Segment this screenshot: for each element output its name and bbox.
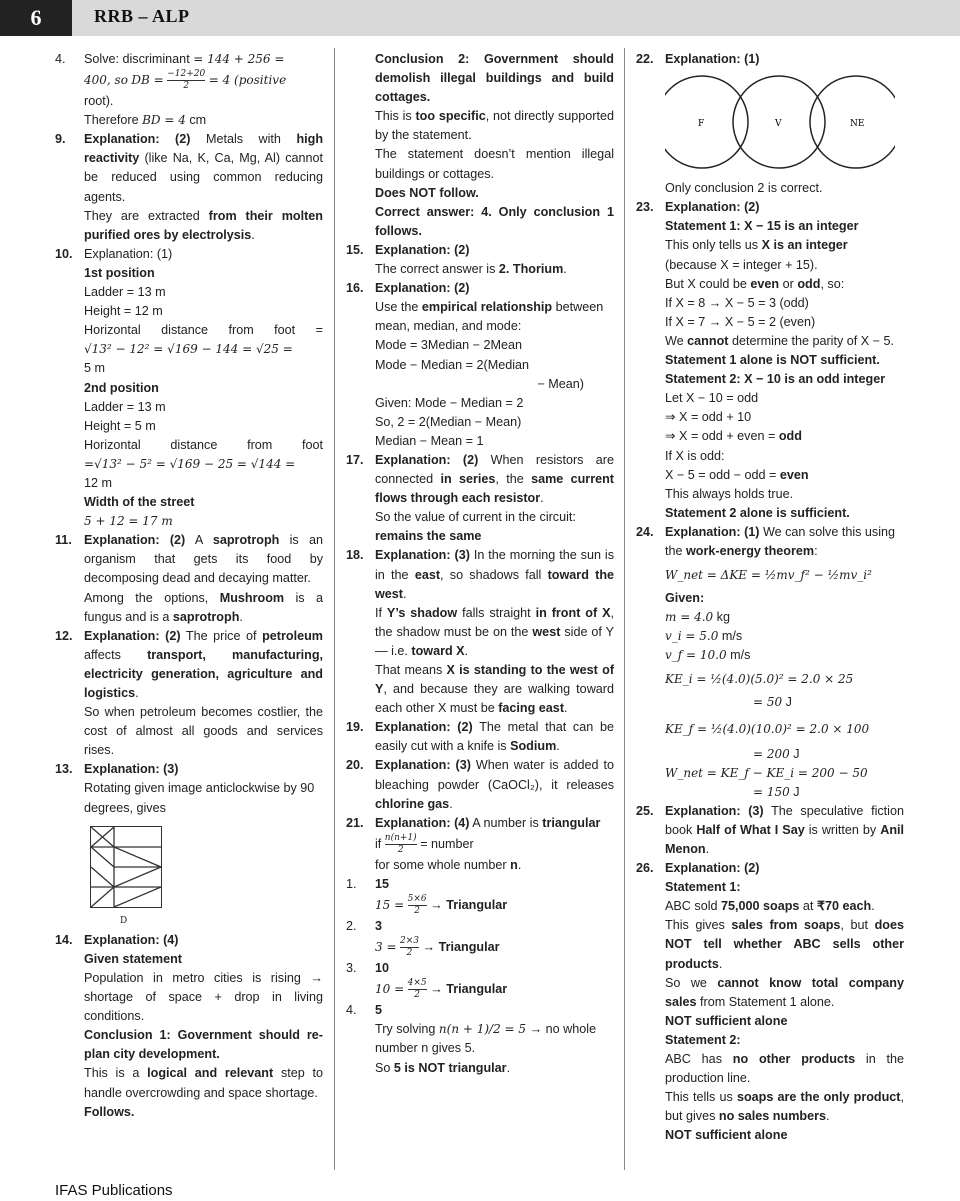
text: for some whole number xyxy=(375,857,507,872)
text: ₹70 each xyxy=(816,899,872,914)
text: 75,000 soaps xyxy=(721,899,800,914)
answer-26 xyxy=(636,859,904,1145)
text: The speculative fiction book xyxy=(665,803,904,837)
question-number: 11. xyxy=(55,533,72,548)
text: Among the options, xyxy=(84,590,209,605)
text: at xyxy=(802,899,814,914)
denominator: 2 xyxy=(406,948,413,959)
fraction xyxy=(408,978,427,1001)
answer-24 xyxy=(636,523,904,802)
text: same current flows through each resistor xyxy=(375,472,614,506)
text: (because X = integer + 15). xyxy=(665,257,818,272)
text: saprotroph xyxy=(212,533,280,548)
answer-9 xyxy=(55,130,323,245)
math: KE_i = ½(4.0)(5.0)² = 2.0 × 25 xyxy=(665,672,854,687)
denominator: 2 xyxy=(397,844,404,855)
text: Conclusion 1: Government should re-plan city development. xyxy=(84,1028,323,1062)
explanation-label: Explanation: (2) xyxy=(665,200,760,215)
answer-21 xyxy=(346,814,614,875)
math: W_net = KE_f − KE_i = 200 − 50 xyxy=(665,765,868,780)
text: We can solve this using the xyxy=(665,524,896,558)
text: Rotating given image anticlockwise by 90 degrees, gives xyxy=(84,781,315,815)
triangular-case-4 xyxy=(346,1001,614,1077)
text: 10 xyxy=(375,961,390,976)
text: toward the west xyxy=(375,567,615,601)
unit: J xyxy=(793,784,800,799)
text: . xyxy=(563,262,567,277)
question-number: 12. xyxy=(55,628,73,643)
question-number: 4. xyxy=(55,52,66,66)
text: − Mean) xyxy=(537,376,584,391)
math: 3 = xyxy=(375,939,397,954)
text: is an organism that gets its food by decomposing dead and decaying matter. xyxy=(84,533,324,586)
text: Statement 2 alone is sufficient. xyxy=(665,505,850,520)
subheading: Statement 2: X − 10 is an odd integer xyxy=(665,372,886,387)
text: cannot know total company sales xyxy=(665,975,904,1009)
question-number: 15. xyxy=(346,242,364,257)
text: So, 2 = 2(Median − Mean) xyxy=(375,414,522,429)
explanation-label: Explanation: (1) xyxy=(665,524,760,539)
explanation-label: Explanation: (2) xyxy=(375,242,470,257)
text: east xyxy=(414,567,441,582)
text: Half of What I Say xyxy=(696,822,805,837)
text: . xyxy=(556,739,560,754)
text: even xyxy=(779,467,809,482)
text: ABC has xyxy=(665,1052,722,1067)
question-number: 24. xyxy=(636,524,654,539)
numerator: 5×6 xyxy=(407,894,427,905)
venn-label-ne: NE xyxy=(850,119,865,130)
explanation-label: Explanation: (3) xyxy=(84,762,179,777)
text: triangular xyxy=(542,815,601,830)
text: Sodium xyxy=(510,739,557,754)
text: → no whole number n gives 5. xyxy=(375,1022,597,1056)
text: 12 m xyxy=(84,475,112,490)
text: If X is odd: xyxy=(665,448,725,463)
text: X is standing to the west of Y xyxy=(375,663,615,697)
text: soaps are the only product xyxy=(736,1090,901,1105)
fraction xyxy=(408,894,427,917)
answer-4 xyxy=(55,50,323,130)
text: Solve: discriminant xyxy=(84,52,190,66)
text: is a fungus and is a xyxy=(84,590,323,624)
text: west xyxy=(532,624,561,639)
question-number: 14. xyxy=(55,932,73,947)
text: logical and relevant xyxy=(147,1066,274,1081)
text: in front of X xyxy=(535,605,611,620)
unit: m/s xyxy=(730,648,751,663)
text: If X = 7 → X − 5 = 2 (even) xyxy=(665,314,816,329)
answer-15 xyxy=(346,241,614,279)
venn-label-v: V xyxy=(775,119,782,130)
text: X − 5 = odd − odd = xyxy=(665,467,777,482)
text: . xyxy=(540,491,544,506)
text: in series xyxy=(440,472,496,487)
fraction xyxy=(385,833,417,856)
text: falls straight xyxy=(462,605,531,620)
text: toward X xyxy=(411,643,465,658)
numerator: 2×3 xyxy=(400,936,420,947)
question-number: 9. xyxy=(55,132,66,147)
answer-16 xyxy=(346,279,614,451)
numerator: −12+20 xyxy=(167,69,206,80)
math: DB = xyxy=(131,72,164,87)
text: So xyxy=(375,1060,391,1075)
text: A xyxy=(194,533,203,548)
text: This is xyxy=(375,109,412,124)
text: X is an integer xyxy=(761,238,848,253)
answer-13 xyxy=(55,760,323,930)
text: A number is xyxy=(472,815,539,830)
question-number: 20. xyxy=(346,758,364,773)
text: That means xyxy=(375,663,443,677)
text: So the value of current in the circuit: xyxy=(375,510,576,525)
text: cannot xyxy=(687,333,729,348)
text: n xyxy=(510,857,518,872)
answer-25 xyxy=(636,802,904,859)
explanation-label: Explanation: (4) xyxy=(84,932,179,947)
fraction xyxy=(400,936,419,959)
text: The metal that can be easily cut with a knife is xyxy=(375,720,614,754)
answer-22 xyxy=(636,50,904,198)
question-number: 17. xyxy=(346,452,364,467)
text: , so shadows fall xyxy=(440,567,542,582)
text: This tells us xyxy=(665,1090,733,1105)
text: Statement 1 alone is NOT sufficient. xyxy=(665,353,880,368)
question-number: 13. xyxy=(55,762,73,777)
text: . xyxy=(135,686,139,700)
subheading: Given statement xyxy=(84,951,182,966)
math: √13² − 12² = √169 − 144 = √25 = xyxy=(84,342,293,357)
text: Only conclusion 2 is correct. xyxy=(665,181,823,196)
text: Median − Mean = 1 xyxy=(375,433,484,448)
denominator: 2 xyxy=(414,990,420,1001)
text: sales from soaps xyxy=(731,918,841,933)
text: → Triangular xyxy=(430,982,508,997)
explanation-label: Explanation: (3) xyxy=(375,548,470,563)
text: empirical relationship xyxy=(421,300,553,315)
text: high reactivity xyxy=(84,132,324,166)
text: if xyxy=(375,836,382,851)
text: or xyxy=(782,276,794,291)
triangular-case-3 xyxy=(346,959,614,1001)
column-3 xyxy=(636,50,904,1146)
text: cm xyxy=(189,113,207,128)
venn-diagram xyxy=(665,73,904,177)
text: Ladder = 13 m xyxy=(84,285,166,300)
text: Ladder = 13 m xyxy=(84,399,166,414)
text: 5 xyxy=(375,1003,383,1018)
text: This only tells us xyxy=(665,238,759,253)
question-number: 21. xyxy=(346,815,364,830)
math: =√13² − 5² = √169 − 25 = √144 = xyxy=(84,456,296,471)
running-title: RRB – ALP xyxy=(94,6,190,26)
text: So we xyxy=(665,975,707,990)
figure-label: D xyxy=(120,915,128,926)
text: odd xyxy=(778,429,802,444)
venn-label-f: F xyxy=(698,119,705,130)
question-number: 26. xyxy=(636,861,654,876)
explanation-label: Explanation: (3) xyxy=(665,803,764,818)
unit: J xyxy=(785,695,792,710)
text: does NOT tell whether ABC sells other products xyxy=(665,918,904,971)
subheading: Statement 1: xyxy=(665,880,741,895)
text: ABC sold xyxy=(665,899,718,914)
text: determine the parity of X − 5. xyxy=(731,333,895,348)
text: between mean, median, and mode: xyxy=(375,300,604,334)
text: In the morning the sun is in the xyxy=(375,548,614,582)
list-number: 2. xyxy=(346,919,357,934)
text: . xyxy=(449,796,453,811)
text: work-energy theorem xyxy=(686,543,815,558)
answer-17 xyxy=(346,451,614,546)
text: Does NOT follow. xyxy=(375,185,479,200)
unit: kg xyxy=(716,610,730,625)
explanation-label: Explanation: (2) xyxy=(84,132,191,147)
subheading: Given: xyxy=(665,591,705,606)
math: n(n + 1)/2 = 5 xyxy=(438,1022,527,1037)
answer-11 xyxy=(55,531,323,626)
text: Correct answer: 4. Only conclusion 1 follows. xyxy=(375,204,614,238)
triangular-case-2 xyxy=(346,917,614,959)
text: 15 xyxy=(375,876,390,891)
text: no sales numbers xyxy=(718,1109,826,1124)
text: So when petroleum becomes costlier, the cost of almost all goods and services rises. xyxy=(84,705,323,758)
text: Let X − 10 = odd xyxy=(665,391,759,406)
text: This gives xyxy=(665,918,725,933)
question-number: 23. xyxy=(636,200,654,215)
text: The price of xyxy=(185,628,257,643)
question-number: 22. xyxy=(636,52,654,66)
text: Y’s shadow xyxy=(386,605,458,620)
column-1 xyxy=(55,50,323,1122)
unit: m/s xyxy=(721,629,743,644)
text: no other products xyxy=(732,1052,856,1067)
text: is written by xyxy=(808,822,877,837)
numerator: 4×5 xyxy=(407,978,427,989)
text: ⇒ X = odd + even = xyxy=(665,429,776,444)
text: 5 is NOT triangular xyxy=(393,1060,507,1075)
text: Population in metro cities is rising → shortage of space + drop in living conditions. xyxy=(84,970,323,1024)
text: Conclusion 2: Government should demolish illegal buildings and build cottages. xyxy=(375,52,614,105)
text: odd xyxy=(797,276,821,291)
text: : xyxy=(814,543,818,558)
column-2 xyxy=(346,50,614,1078)
text: This always holds true. xyxy=(665,486,794,501)
math: v_i = 5.0 xyxy=(665,629,719,644)
text: NOT sufficient alone xyxy=(665,1013,788,1028)
text: , but xyxy=(840,918,869,933)
footer-publisher: IFAS Publications xyxy=(55,1182,173,1199)
text: even xyxy=(750,276,780,291)
text: We xyxy=(665,333,684,348)
explanation-label: Explanation: (2) xyxy=(375,452,479,467)
text: → Triangular xyxy=(422,939,500,954)
explanation-label: Explanation: (2) xyxy=(84,533,186,548)
text: NOT sufficient alone xyxy=(665,1128,788,1143)
text: . xyxy=(403,586,407,601)
answer-19 xyxy=(346,718,614,756)
math: = 200 xyxy=(753,746,790,761)
text: , the shadow must be on the xyxy=(375,605,615,639)
subheading: 1st position xyxy=(84,265,155,280)
text: saprotroph xyxy=(172,609,240,624)
text: , so: xyxy=(820,276,845,291)
answer-10 xyxy=(55,245,323,531)
text: If X = 8 → X − 5 = 3 (odd) xyxy=(665,295,809,310)
text: . xyxy=(251,227,255,242)
text: Mode = 3Median − 2Mean xyxy=(375,338,523,353)
text: But X could be xyxy=(665,276,747,291)
text: . xyxy=(564,701,568,716)
explanation-label: Explanation: (1) xyxy=(84,246,173,261)
text: side of Y — i.e. xyxy=(375,624,615,658)
text: facing east xyxy=(498,701,565,716)
text: If xyxy=(375,605,382,620)
math: = 150 xyxy=(753,784,790,799)
triangular-case-1 xyxy=(346,875,614,917)
list-number: 4. xyxy=(346,1003,357,1018)
explanation-label: Explanation: (3) xyxy=(375,758,471,773)
text: Anil Menon xyxy=(665,822,905,856)
math: KE_f = ½(4.0)(10.0)² = 2.0 × 100 xyxy=(665,721,870,736)
answer-18 xyxy=(346,546,614,718)
text: . xyxy=(506,1060,511,1075)
math: 10 = xyxy=(375,982,405,997)
text: 2. Thorium xyxy=(498,262,564,277)
text: Mushroom xyxy=(219,590,285,605)
column-divider xyxy=(334,48,335,1170)
list-number: 3. xyxy=(346,961,357,976)
math: = 4 (positive xyxy=(208,72,287,87)
text: , the xyxy=(495,472,524,487)
answer-14-continued xyxy=(346,50,614,241)
text: Given: Mode − Median = 2 xyxy=(375,395,524,410)
text: in the production line. xyxy=(665,1052,905,1086)
list-number: 1. xyxy=(346,876,357,891)
venn-drawing xyxy=(665,73,895,171)
subheading: Width of the street xyxy=(84,495,195,510)
text: Mode − Median = 2(Median xyxy=(375,357,530,372)
text: → Triangular xyxy=(430,897,508,912)
explanation-label: Explanation: (2) xyxy=(375,281,470,296)
math: 400, so xyxy=(84,72,128,87)
text: from Statement 1 alone. xyxy=(700,994,835,1009)
text: affects xyxy=(84,647,121,662)
denominator: 2 xyxy=(414,906,420,917)
math: m = 4.0 xyxy=(665,610,714,625)
text: They are extracted xyxy=(84,208,200,223)
figure-drawing xyxy=(91,827,161,907)
text: Therefore xyxy=(84,113,139,128)
subheading: 2nd position xyxy=(84,380,159,395)
explanation-label: Explanation: (2) xyxy=(375,720,473,735)
unit: J xyxy=(793,746,800,761)
text: step to handle overcrowding and space shortage. xyxy=(84,1066,324,1100)
text: . xyxy=(871,899,875,914)
text: . xyxy=(464,643,469,658)
text: This is a xyxy=(84,1066,140,1081)
answer-12 xyxy=(55,627,323,761)
text: , and because they are walking toward each other X must be xyxy=(375,682,614,716)
text: remains the same xyxy=(375,529,482,544)
answer-20 xyxy=(346,756,614,813)
math: v_f = 10.0 xyxy=(665,648,727,663)
text: ⇒ X = odd + 10 xyxy=(665,410,752,425)
math: = 50 xyxy=(753,695,783,710)
question-number: 25. xyxy=(636,803,654,818)
denominator: 2 xyxy=(183,81,190,92)
text: Metals with xyxy=(205,132,281,147)
answer-23 xyxy=(636,198,904,523)
text: (like Na, K, Ca, Mg, Al) cannot be reduced using common reducing agents. xyxy=(84,151,324,204)
text: chlorine gas xyxy=(375,796,450,811)
question-number: 19. xyxy=(346,720,364,735)
text: , not directly supported by the statement. xyxy=(375,109,614,143)
text: Horizontal distance from foot = xyxy=(84,323,323,338)
text: . xyxy=(718,956,723,971)
text: Try solving xyxy=(375,1022,436,1037)
subheading: Statement 2: xyxy=(665,1032,741,1047)
text: The correct answer is xyxy=(375,262,496,277)
question-number: 10. xyxy=(55,246,73,261)
explanation-label: Explanation: (2) xyxy=(665,861,760,876)
page-number: 6 xyxy=(0,0,72,36)
text: Height = 12 m xyxy=(84,304,163,319)
math: = 144 + 256 = xyxy=(193,52,285,66)
text: Use the xyxy=(375,300,419,315)
text: . xyxy=(239,609,243,624)
text: Follows. xyxy=(84,1104,135,1119)
column-divider xyxy=(624,48,625,1170)
question-number: 16. xyxy=(346,281,364,296)
text: The statement doesn’t mention illegal buildings or cottages. xyxy=(375,147,614,181)
text: . xyxy=(517,857,522,872)
text: 3 xyxy=(375,919,383,934)
text: too specific xyxy=(415,109,486,124)
text: . xyxy=(826,1109,830,1124)
math: W_net = ΔKE = ½mv_f² − ½mv_i² xyxy=(665,568,872,583)
text: root). xyxy=(84,94,114,109)
text: from their molten purified ores by electrolysis xyxy=(84,208,324,242)
explanation-label: Explanation: (1) xyxy=(665,52,760,66)
explanation-label: Explanation: (4) xyxy=(375,815,470,830)
page-header xyxy=(0,0,960,36)
math: 15 = xyxy=(375,897,405,912)
text: transport, manufacturing, electricity generation, agriculture and logistics xyxy=(84,647,324,700)
text: Height = 5 m xyxy=(84,418,156,433)
text: 5 m xyxy=(84,361,105,376)
explanation-label: Explanation: (2) xyxy=(84,628,181,643)
fraction xyxy=(167,69,205,92)
question-number: 18. xyxy=(346,548,364,563)
answer-14 xyxy=(55,931,323,1122)
math: 5 + 12 = 17 m xyxy=(84,514,173,529)
text: Horizontal distance from foot xyxy=(84,437,323,452)
text: = number xyxy=(420,836,474,851)
text: , but gives xyxy=(665,1090,905,1124)
text: When resistors are connected xyxy=(375,452,614,487)
text: petroleum xyxy=(262,628,323,643)
math: BD = 4 xyxy=(142,113,186,128)
text: . xyxy=(705,842,710,856)
text: When water is added to bleaching powder (CaOCl₂), it releases xyxy=(375,758,614,792)
numerator: n(n+1) xyxy=(384,832,417,843)
rotated-figure xyxy=(90,826,162,908)
subheading: Statement 1: X − 15 is an integer xyxy=(665,219,859,234)
